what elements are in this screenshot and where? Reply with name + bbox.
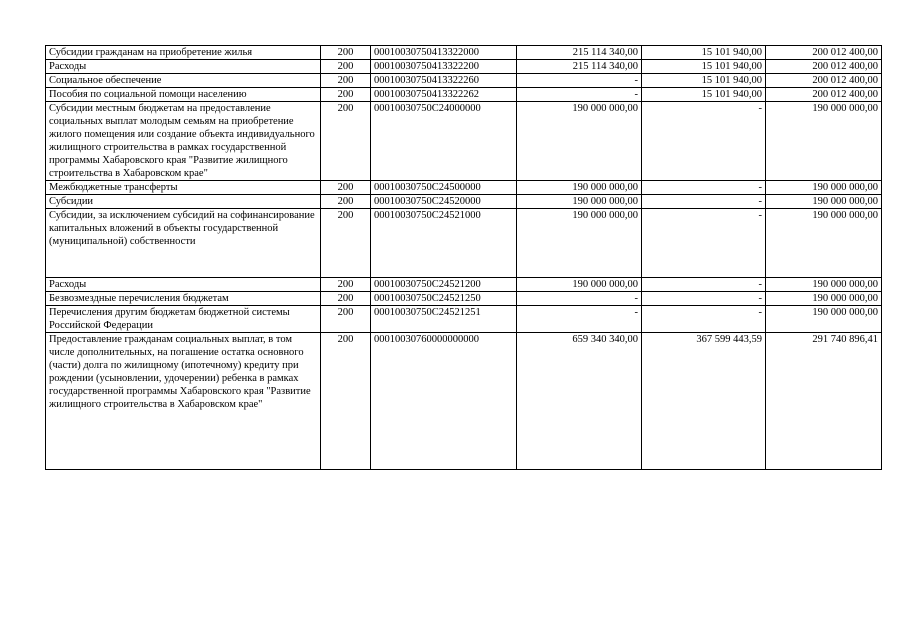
row-plan-cell: 190 000 000,00: [517, 209, 642, 278]
row-plan-cell: 215 114 340,00: [517, 60, 642, 74]
row-kbk-cell: 00010030750С24521200: [371, 278, 517, 292]
row-code-cell: 200: [321, 195, 371, 209]
row-plan-cell: -: [517, 306, 642, 333]
row-plan-cell: 190 000 000,00: [517, 195, 642, 209]
row-code-cell: 200: [321, 209, 371, 278]
row-kbk-cell: 00010030760000000000: [371, 333, 517, 470]
row-exec-cell: 15 101 940,00: [642, 88, 766, 102]
row-kbk-cell: 00010030750С24520000: [371, 195, 517, 209]
row-rest-cell: 190 000 000,00: [766, 209, 882, 278]
row-code-cell: 200: [321, 102, 371, 181]
table-row: [46, 195, 882, 209]
row-name-cell: Предоставление гражданам социальных выплат, в том числе дополнительных, на погашение остатка основного (части) долга по жилищному (ипотечному) кредиту при рождении (усыновлении, удочерении) ребенка в рамках государственной программы Хабаровского края "Развитие жилищного строительства в Хабаровском крае": [46, 333, 321, 470]
table-row: [46, 60, 882, 74]
budget-table: [45, 45, 882, 470]
table-row: [46, 292, 882, 306]
row-exec-cell: -: [642, 102, 766, 181]
row-name-cell: Субсидии гражданам на приобретение жилья: [46, 46, 321, 60]
table-row: [46, 181, 882, 195]
row-kbk-cell: 00010030750413322200: [371, 60, 517, 74]
row-rest-cell: 190 000 000,00: [766, 102, 882, 181]
table-row: [46, 46, 882, 60]
row-kbk-cell: 00010030750С24500000: [371, 181, 517, 195]
row-code-cell: 200: [321, 60, 371, 74]
row-kbk-cell: 00010030750С24000000: [371, 102, 517, 181]
row-plan-cell: 190 000 000,00: [517, 278, 642, 292]
row-rest-cell: 190 000 000,00: [766, 292, 882, 306]
row-name-cell: Субсидии, за исключением субсидий на софинансирование капитальных вложений в объекты государственной (муниципальной) собственности: [46, 209, 321, 278]
row-code-cell: 200: [321, 46, 371, 60]
row-kbk-cell: 00010030750С24521250: [371, 292, 517, 306]
row-rest-cell: 291 740 896,41: [766, 333, 882, 470]
row-exec-cell: -: [642, 195, 766, 209]
row-name-cell: Пособия по социальной помощи населению: [46, 88, 321, 102]
row-exec-cell: 15 101 940,00: [642, 46, 766, 60]
row-kbk-cell: 00010030750413322260: [371, 74, 517, 88]
row-name-cell: Перечисления другим бюджетам бюджетной системы Российской Федерации: [46, 306, 321, 333]
row-plan-cell: 215 114 340,00: [517, 46, 642, 60]
table-row: [46, 102, 882, 181]
row-kbk-cell: 00010030750С24521000: [371, 209, 517, 278]
row-rest-cell: 200 012 400,00: [766, 60, 882, 74]
row-plan-cell: -: [517, 74, 642, 88]
row-code-cell: 200: [321, 292, 371, 306]
table-row: [46, 278, 882, 292]
row-name-cell: Расходы: [46, 60, 321, 74]
table-row: [46, 209, 882, 278]
row-rest-cell: 200 012 400,00: [766, 46, 882, 60]
table-row: [46, 88, 882, 102]
row-rest-cell: 190 000 000,00: [766, 306, 882, 333]
row-rest-cell: 190 000 000,00: [766, 195, 882, 209]
row-exec-cell: -: [642, 278, 766, 292]
row-exec-cell: 367 599 443,59: [642, 333, 766, 470]
row-exec-cell: -: [642, 209, 766, 278]
row-name-cell: Социальное обеспечение: [46, 74, 321, 88]
row-name-cell: Межбюджетные трансферты: [46, 181, 321, 195]
row-exec-cell: 15 101 940,00: [642, 74, 766, 88]
row-rest-cell: 200 012 400,00: [766, 74, 882, 88]
row-rest-cell: 190 000 000,00: [766, 181, 882, 195]
row-exec-cell: 15 101 940,00: [642, 60, 766, 74]
row-exec-cell: -: [642, 306, 766, 333]
row-code-cell: 200: [321, 306, 371, 333]
row-plan-cell: 190 000 000,00: [517, 181, 642, 195]
row-kbk-cell: 00010030750413322000: [371, 46, 517, 60]
table-row: [46, 333, 882, 470]
row-exec-cell: -: [642, 181, 766, 195]
row-kbk-cell: 00010030750413322262: [371, 88, 517, 102]
row-exec-cell: -: [642, 292, 766, 306]
row-code-cell: 200: [321, 278, 371, 292]
row-code-cell: 200: [321, 88, 371, 102]
row-plan-cell: 190 000 000,00: [517, 102, 642, 181]
row-name-cell: Расходы: [46, 278, 321, 292]
row-rest-cell: 190 000 000,00: [766, 278, 882, 292]
row-kbk-cell: 00010030750С24521251: [371, 306, 517, 333]
row-name-cell: Субсидии: [46, 195, 321, 209]
row-code-cell: 200: [321, 181, 371, 195]
row-rest-cell: 200 012 400,00: [766, 88, 882, 102]
row-name-cell: Субсидии местным бюджетам на предоставление социальных выплат молодым семьям на приобретение жилого помещения или создание объекта индивидуального жилищного строительства в рамках государственной программы Хабаровского края "Развитие жилищного строительства в Хабаровском крае": [46, 102, 321, 181]
table-row: [46, 306, 882, 333]
row-plan-cell: -: [517, 88, 642, 102]
row-code-cell: 200: [321, 74, 371, 88]
table-row: [46, 74, 882, 88]
row-plan-cell: -: [517, 292, 642, 306]
row-name-cell: Безвозмездные перечисления бюджетам: [46, 292, 321, 306]
row-plan-cell: 659 340 340,00: [517, 333, 642, 470]
row-code-cell: 200: [321, 333, 371, 470]
